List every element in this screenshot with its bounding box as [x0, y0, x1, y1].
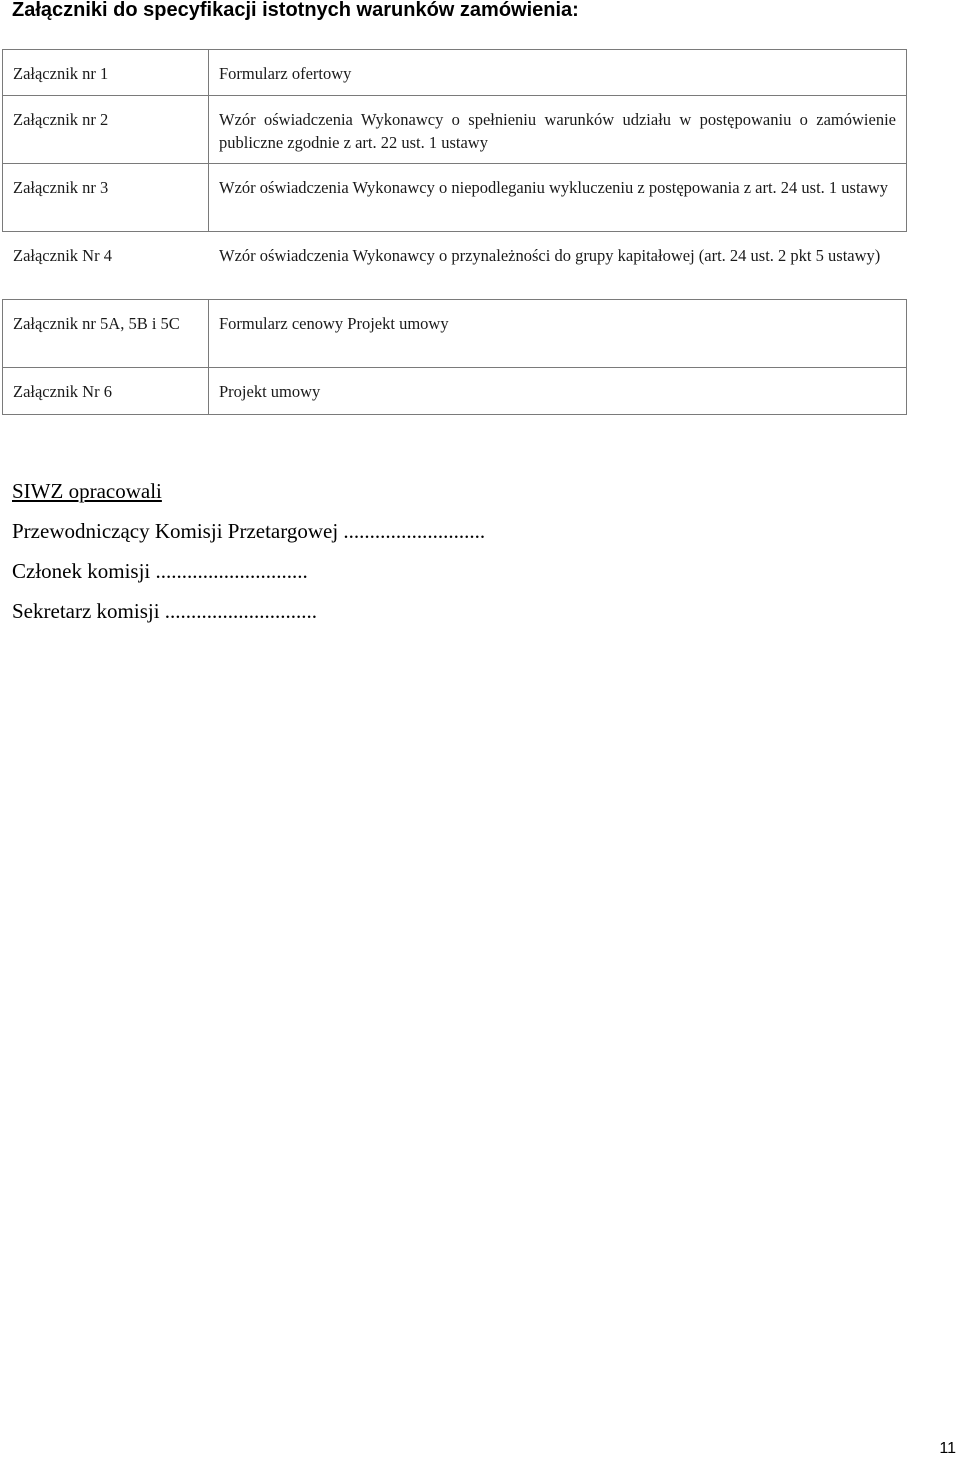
- annex-description: Formularz cenowy Projekt umowy: [209, 300, 907, 368]
- table-row: [3, 300, 907, 368]
- annex-label: Załącznik Nr 4: [3, 232, 209, 300]
- annex-description: Wzór oświadczenia Wykonawcy o niepodleganiu wykluczeniu z postępowania z art. 24 ust. 1 ustawy: [209, 164, 907, 232]
- table-row: [3, 164, 907, 232]
- annex-label: Załącznik nr 5A, 5B i 5C: [3, 300, 209, 368]
- table-row: [3, 96, 907, 164]
- annex-label: Załącznik nr 1: [3, 50, 209, 96]
- annex-description: Wzór oświadczenia Wykonawcy o przynależności do grupy kapitałowej (art. 24 ust. 2 pkt 5 ustawy): [209, 232, 907, 300]
- annex-label: Załącznik Nr 6: [3, 368, 209, 415]
- member-line: Członek komisji .............................: [12, 559, 308, 583]
- annex-label: Załącznik nr 2: [3, 96, 209, 164]
- annex-description: Wzór oświadczenia Wykonawcy o spełnieniu warunków udziału w postępowaniu o zamówienie publiczne zgodnie z art. 22 ust. 1 ustawy: [209, 96, 907, 164]
- siwz-title: SIWZ opracowali: [12, 479, 162, 503]
- siwz-authors-section: [12, 478, 485, 624]
- secretary-line: Sekretarz komisji .............................: [12, 599, 318, 623]
- table-row: [3, 232, 907, 300]
- table-row: [3, 368, 907, 415]
- table-row: [3, 50, 907, 96]
- annex-description: Projekt umowy: [209, 368, 907, 415]
- chairman-line: Przewodniczący Komisji Przetargowej ...........................: [12, 519, 486, 543]
- annex-table: [2, 49, 907, 415]
- annex-label: Załącznik nr 3: [3, 164, 209, 232]
- document-heading: Załączniki do specyfikacji istotnych warunków zamówienia:: [12, 0, 579, 21]
- page-number: 11: [939, 1440, 956, 1457]
- annex-description: Formularz ofertowy: [209, 50, 907, 96]
